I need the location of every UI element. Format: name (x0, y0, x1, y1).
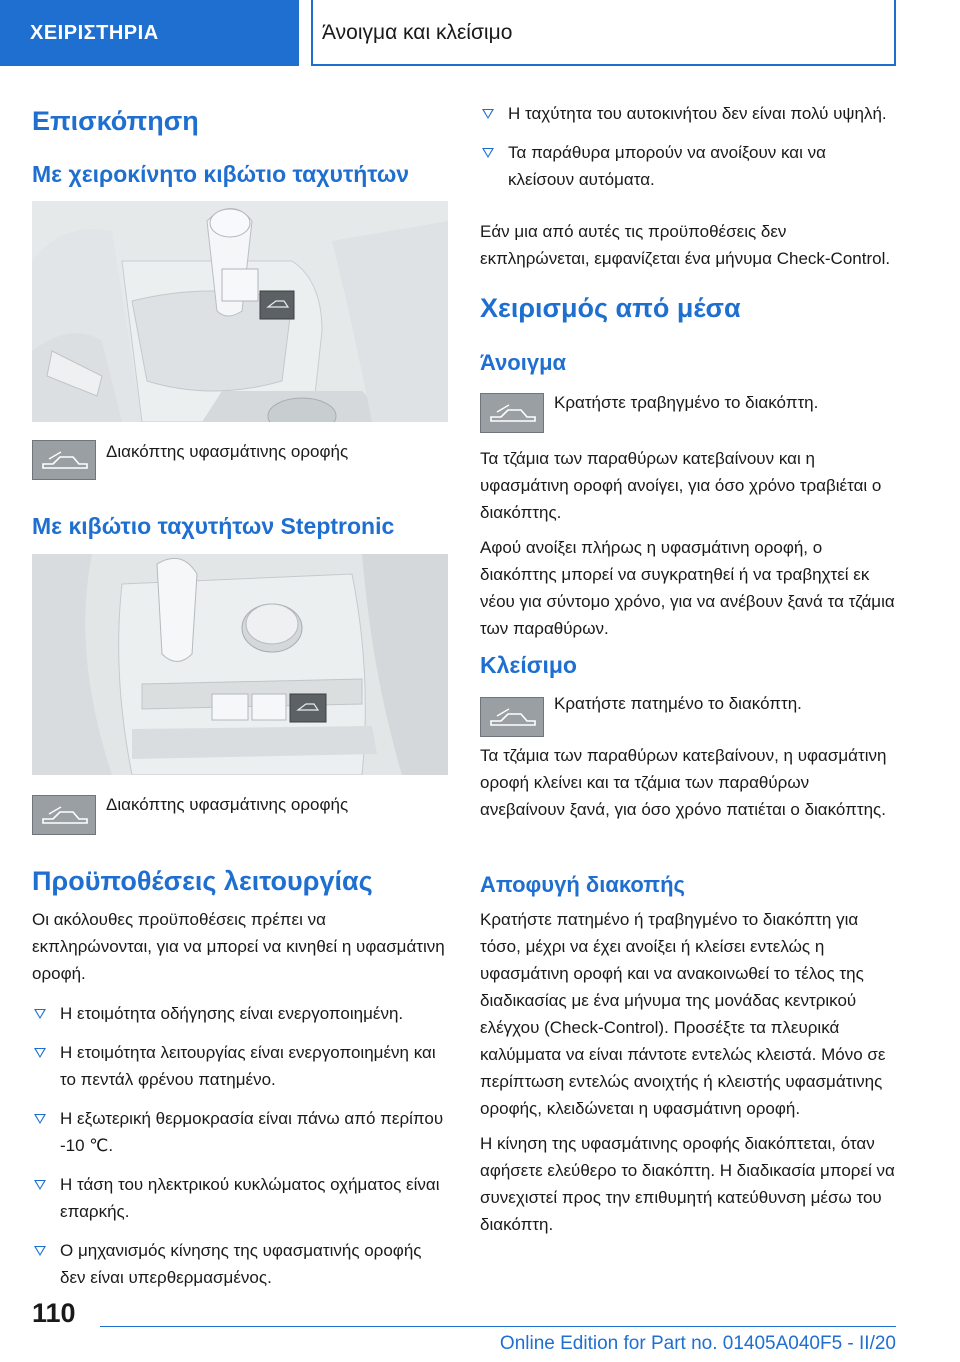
opening-text (480, 445, 896, 642)
page-header (0, 0, 960, 66)
convertible-roof-switch-icon (480, 697, 544, 737)
bullet-triangle-icon (34, 1048, 46, 1058)
header-underline (311, 64, 896, 66)
steptronic-switch-caption: Διακόπτης υφασμάτινης οροφής (106, 795, 349, 814)
prerequisites-list (32, 1000, 448, 1303)
abort-prevention-heading: Αποφυγή διακοπής (480, 872, 685, 897)
abort-prevention-text (480, 906, 896, 1238)
overview-heading: Επισκόπηση (32, 106, 199, 136)
closing-heading: Κλείσιμο (480, 652, 577, 678)
list-item: Η ετοιμότητα λειτουργίας είναι ενεργοποιημένη και το πεντάλ φρένου πατημένο. (32, 1039, 448, 1093)
bullet-triangle-icon (34, 1180, 46, 1190)
header-divider (311, 0, 313, 66)
bullet-triangle-icon (34, 1009, 46, 1019)
inside-operation-heading: Χειρισμός από μέσα (480, 293, 741, 323)
list-item: Τα παράθυρα μπορούν να ανοίξουν και να κλείσουν αυτόματα. (480, 139, 896, 193)
convertible-roof-switch-icon (480, 393, 544, 433)
steptronic-heading: Με κιβώτιο ταχυτήτων Steptronic (32, 513, 395, 539)
manual-gearbox-heading: Με χειροκίνητο κιβώτιο ταχυτήτων (32, 161, 410, 187)
opening-heading: Άνοιγμα (480, 350, 567, 375)
opening-paragraph-2: Αφού ανοίξει πλήρως η υφασμάτινη οροφή, ο διακόπτης μπορεί να συγκρατηθεί ή να τραβηχτεί εκ νέου για σύντομο χρόνο, για να ανέβουν ξανά τα τζάμια των παραθύρων. (480, 538, 895, 638)
list-item: Η εξωτερική θερμοκρασία είναι πάνω από περίπου -10 ℃. (32, 1105, 448, 1159)
edition-note: Online Edition for Part no. 01405A040F5 - II/20 (499, 1333, 896, 1354)
closing-paragraph-1: Τα τζάμια των παραθύρων κατεβαίνουν, η υφασμάτινη οροφή κλείνει και τα τζάμια των παραθύρων ανεβαίνουν ξανά, για όσο χρόνο πατιέται ο διακόπτης. (480, 746, 887, 819)
opening-paragraph-1: Τα τζάμια των παραθύρων κατεβαίνουν και η υφασμάτινη οροφή ανοίγει, για όσο χρόνο τραβιέται ο διακόπτης. (480, 449, 882, 522)
prerequisites-list-continued (480, 100, 896, 205)
list-item: Ο μηχανισμός κίνησης της υφασματινής οροφής δεν είναι υπερθερμασμένος. (32, 1237, 448, 1291)
prerequisites-intro (32, 906, 448, 987)
list-item: Η ταχύτητα του αυτοκινήτου δεν είναι πολύ υψηλή. (480, 100, 896, 127)
page-number: 110 (32, 1298, 76, 1328)
close-instruction: Κρατήστε πατημένο το διακόπτη. (554, 694, 802, 713)
bullet-triangle-icon (482, 109, 494, 119)
abort-paragraph-2: Η κίνηση της υφασμάτινης οροφής διακόπτεται, όταν αφήσετε ελεύθερο το διακόπτη. Η διαδικασία μπορεί να συνεχιστεί προς την επιθυμητή κατεύθυνση μέσω του διακόπτη. (480, 1134, 895, 1234)
prerequisites-intro-text: Οι ακόλουθες προϋποθέσεις πρέπει να εκπληρώνονται, για να μπορεί να κινηθεί η υφασμάτινη οροφή. (32, 910, 445, 983)
list-item: Η ετοιμότητα οδήγησης είναι ενεργοποιημένη. (32, 1000, 448, 1027)
bullet-triangle-icon (34, 1114, 46, 1124)
bullet-triangle-icon (34, 1246, 46, 1256)
manual-switch-caption: Διακόπτης υφασμάτινης οροφής (106, 442, 349, 461)
convertible-roof-switch-icon (32, 795, 96, 835)
condition-note: Εάν μια από αυτές τις προϋποθέσεις δεν εκπληρώνεται, εμφανίζεται ένα μήνυμα Check-Control. (480, 222, 891, 268)
chapter-title: Άνοιγμα και κλείσιμο (322, 21, 513, 44)
open-instruction: Κρατήστε τραβηγμένο το διακόπτη. (554, 393, 819, 412)
manual-console-photo (32, 201, 448, 422)
section-tab: ΧΕΙΡΙΣΤΗΡΙΑ (0, 0, 299, 66)
footer-divider (100, 1326, 896, 1327)
closing-text (480, 742, 896, 823)
list-item: Η τάση του ηλεκτρικού κυκλώματος οχήματος είναι επαρκής. (32, 1171, 448, 1225)
steptronic-console-photo (32, 554, 448, 775)
abort-paragraph-1: Κρατήστε πατημένο ή τραβηγμένο το διακόπτη για τόσο, μέχρι να έχει ανοίξει ή κλείσει εντελώς η υφασμάτινη οροφή και να ανακοινωθεί το τέλος της διαδικασίας με ένα μήνυμα της μονάδας κεντρικού ελέγχου (Check-Control). Προσέξτε τα πλευρικά καλύμματα να είναι πάντοτε εντελώς κλειστά. Μόνο σε περίπτωση εντελώς ανοιχτής ή κλειστής υφασμάτινης οροφής, κλειδώνεται η υφασμάτινη οροφή. (480, 910, 886, 1118)
convertible-roof-switch-icon (32, 440, 96, 480)
steptronic-console-illustration (32, 554, 448, 775)
manual-console-illustration (32, 201, 448, 422)
header-right-edge (894, 0, 896, 66)
prerequisites-heading: Προϋποθέσεις λειτουργίας (32, 866, 373, 896)
bullet-triangle-icon (482, 148, 494, 158)
